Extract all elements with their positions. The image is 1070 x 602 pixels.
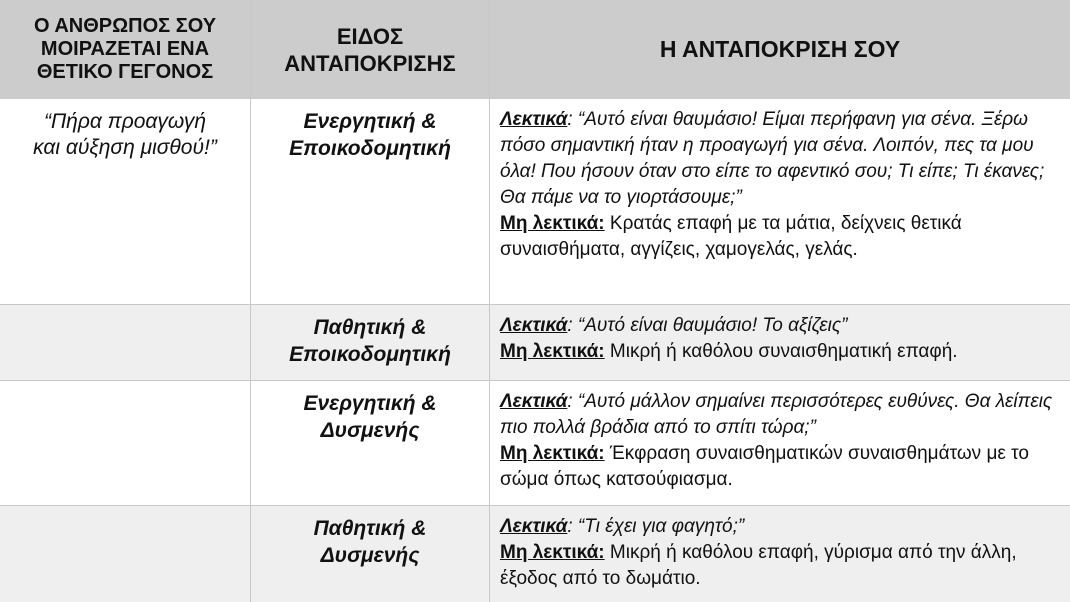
response-type: Παθητική & Εποικοδομητική [289, 316, 451, 366]
verbal-label: Λεκτικά [500, 315, 568, 336]
response-type: Ενεργητική & Εποικοδομητική [289, 110, 451, 160]
header-response-type: ΕΙΔΟΣ ΑΝΤΑΠΟΚΡΙΣΗΣ [250, 0, 490, 99]
verbal-text: : “Τι έχει για φαγητό;” [567, 516, 745, 537]
response-text [490, 381, 1070, 493]
table-row [0, 99, 1070, 304]
event-text [0, 381, 250, 391]
table-header [0, 0, 1070, 99]
event-text: “Πήρα προαγωγή και αύξηση μισθού!” [33, 110, 217, 159]
nonverbal-text: Μικρή ή καθόλου συναισθηματική επαφή. [604, 341, 958, 362]
type-cell [250, 506, 490, 602]
response-cell [490, 506, 1070, 602]
verbal-text: : “Αυτό είναι θαυμάσιο! Είμαι περήφανη για σένα. Ξέρω πόσο σημαντική ήταν η προαγωγή για σένα. Λοιπόν, πες τα μου όλα! Που ήσουν όταν στο είπε το αφεντικό σου; Τι είπε; Τι έκανες; Θα πάμε να το γιορτάσουμε;” [500, 109, 1045, 208]
nonverbal-label: Μη λεκτικά: [500, 443, 605, 464]
verbal-label: Λεκτικά [500, 391, 568, 412]
event-text [0, 506, 250, 516]
response-text [490, 99, 1070, 263]
response-type: Παθητική & Δυσμενής [313, 517, 427, 567]
table-row [0, 505, 1070, 602]
event-cell [0, 506, 250, 602]
nonverbal-text: Κρατάς επαφή με τα μάτια, δείχνεις θετικά συναισθήματα, αγγίζεις, χαμογελάς, γελάς. [500, 213, 962, 260]
response-cell [490, 381, 1070, 505]
verbal-label: Λεκτικά [500, 109, 568, 130]
table-row [0, 304, 1070, 380]
verbal-label: Λεκτικά [500, 516, 568, 537]
nonverbal-label: Μη λεκτικά: [500, 542, 605, 563]
header-your-response: Η ΑΝΤΑΠΟΚΡΙΣΗ ΣΟΥ [659, 36, 901, 62]
header-event: Ο ΑΝΘΡΩΠΟΣ ΣΟΥ ΜΟΙΡΑΖΕΤΑΙ ΕΝΑ ΘΕΤΙΚΟ ΓΕΓΟΝΟΣ [33, 15, 217, 83]
verbal-text: : “Αυτό μάλλον σημαίνει περισσότερες ευθύνες. Θα λείπεις πιο πολλά βράδια από το σπίτι τώρα;” [500, 391, 1053, 438]
event-cell [0, 99, 250, 304]
table-row [0, 380, 1070, 505]
type-cell [250, 99, 490, 304]
nonverbal-text: Μικρή ή καθόλου επαφή, γύρισμα από την άλλη, έξοδος από το δωμάτιο. [500, 542, 1017, 589]
event-cell [0, 305, 250, 380]
response-cell [490, 305, 1070, 380]
type-cell [250, 305, 490, 380]
event-text [0, 305, 250, 315]
nonverbal-label: Μη λεκτικά: [500, 213, 605, 234]
response-type: Ενεργητική & Δυσμενής [303, 392, 437, 442]
event-cell [0, 381, 250, 505]
verbal-text: : “Αυτό είναι θαυμάσιο! Το αξίζεις” [567, 315, 848, 336]
response-text [490, 305, 1070, 365]
type-cell [250, 381, 490, 505]
nonverbal-text: Έκφραση συναισθηματικών συναισθημάτων με το σώμα όπως κατσούφιασμα. [500, 443, 1029, 490]
nonverbal-label: Μη λεκτικά: [500, 341, 605, 362]
response-text [490, 506, 1070, 592]
response-cell [490, 99, 1070, 304]
